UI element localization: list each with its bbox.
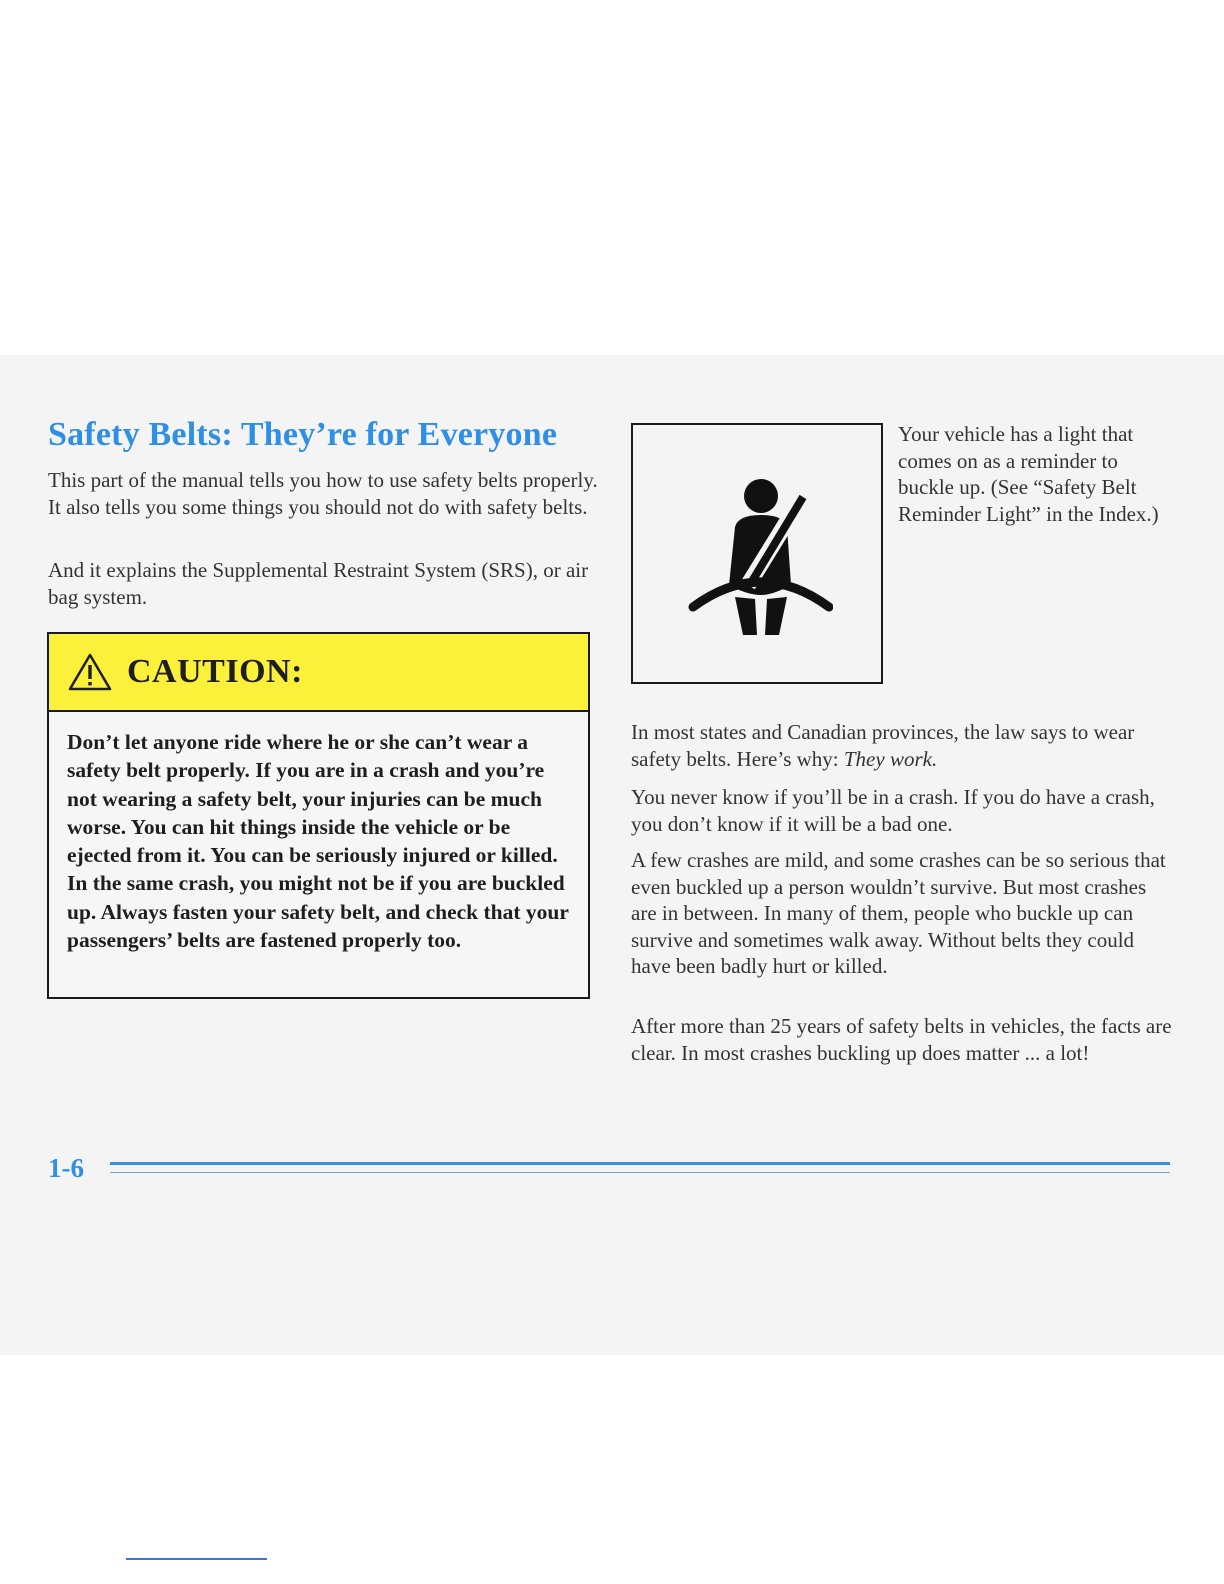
footer-rule-thin xyxy=(110,1172,1170,1173)
page-number: 1-6 xyxy=(48,1153,84,1183)
body-paragraph-2: You never know if you’ll be in a crash. If you do have a crash, you don’t know if it will be a bad one. xyxy=(631,785,1155,836)
body-paragraph-1-text: In most states and Canadian provinces, the law says to wear safety belts. Here’s why: xyxy=(631,720,1135,771)
seatbelt-reminder-icon xyxy=(683,467,833,647)
reminder-light-note: Your vehicle has a light that comes on as a reminder to buckle up. (See “Safety Belt Reminder Light” in the Index.) xyxy=(898,422,1159,526)
caution-label: CAUTION: xyxy=(127,653,303,690)
caution-header xyxy=(49,634,588,712)
caution-box xyxy=(47,632,590,999)
body-paragraph-4: After more than 25 years of safety belts in vehicles, the facts are clear. In most crashes buckling up does matter ... a lot! xyxy=(631,1014,1172,1065)
caution-text: Don’t let anyone ride where he or she can’t wear a safety belt properly. If you are in a crash and you’re not wearing a safety belt, your injuries can be much worse. You can hit things inside the vehicle or be ejected from it. You can be seriously injured or killed. In the same crash, you might not be if you are buckled up. Always fasten your safety belt, and check that your passengers’ belts are fastened properly too. xyxy=(67,730,569,953)
body-paragraph-1-emphasis: They work. xyxy=(843,746,938,771)
warning-triangle-icon xyxy=(67,652,113,692)
section-title: Safety Belts: They’re for Everyone xyxy=(48,416,558,453)
seatbelt-reminder-frame xyxy=(631,423,883,684)
intro-paragraph-2: And it explains the Supplemental Restraint System (SRS), or air bag system. xyxy=(48,558,589,609)
footer-link-underline[interactable] xyxy=(126,1558,267,1560)
footer-rule xyxy=(110,1162,1170,1165)
body-paragraph-3: A few crashes are mild, and some crashes can be so serious that even buckled up a person wouldn’t survive. But most crashes are in between. In many of them, people who buckle up can survive and sometimes walk away. Without belts they could have been badly hurt or killed. xyxy=(631,848,1166,978)
intro-paragraph-1: This part of the manual tells you how to use safety belts properly. It also tells you some things you should not do with safety belts. xyxy=(48,468,598,519)
body-paragraph-1 xyxy=(631,719,1176,772)
